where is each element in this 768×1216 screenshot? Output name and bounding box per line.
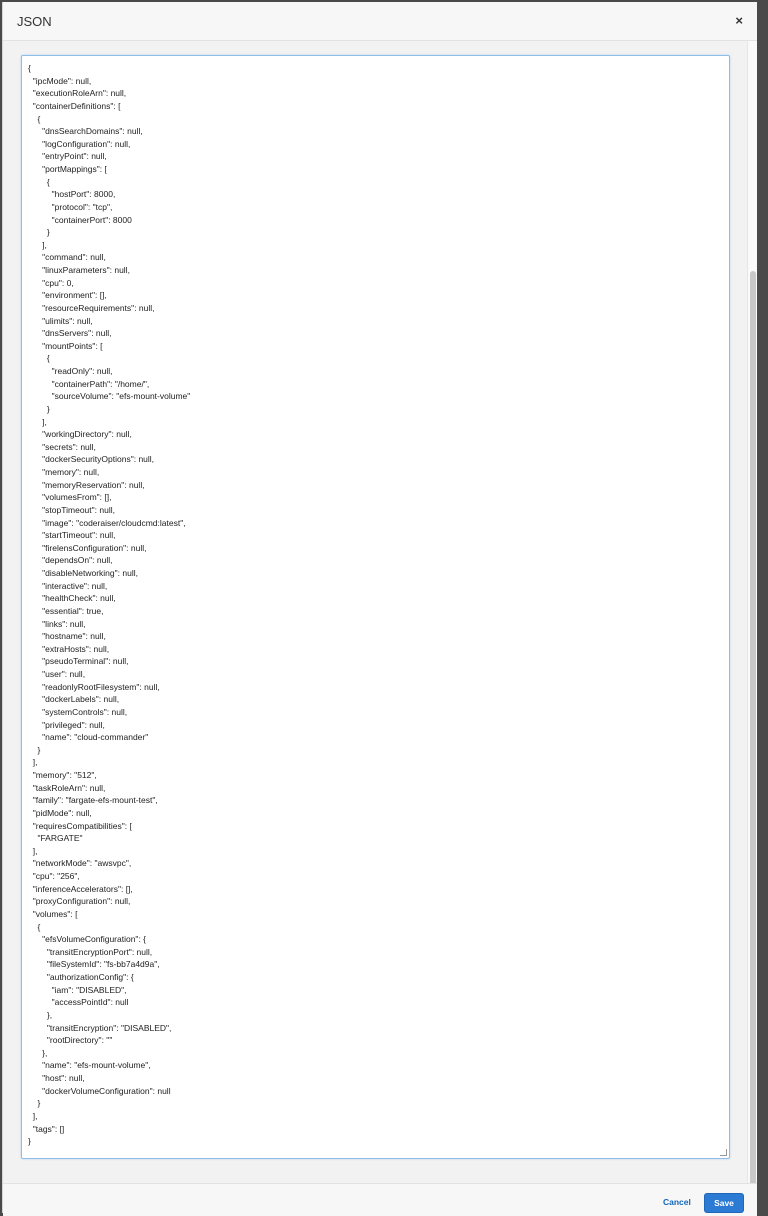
close-icon[interactable]: × [735,13,743,28]
modal-footer [3,1183,757,1216]
json-textarea[interactable] [21,55,730,1159]
resize-handle-icon[interactable] [720,1149,727,1156]
json-modal [2,2,757,1213]
cancel-button[interactable]: Cancel [663,1197,691,1207]
modal-title: JSON [17,14,52,29]
modal-header [3,2,757,41]
modal-scrollbar[interactable] [747,41,757,1183]
scrollbar-thumb[interactable] [750,271,756,1206]
json-content[interactable]: { "ipcMode": null, "executionRoleArn": null, "containerDefinitions": [ { "dnsSearchDomains": null, "logConfiguration": null, "entryPoint": null, "portMappings": [ { "hostPort": 8000, "protocol": "tcp", "containerPort": 8000 } ], "command": null, "linuxParameters": null, "cpu": 0, "environment": [], "resourceRequirements": null, "ulimits": null, "dnsServers": null, "mountPoints": [ { "readOnly": null, "containerPath": "/home/", "sourceVolume": "efs-mount-volume" } ], "workingDirectory": null, "secrets": null, "dockerSecurityOptions": null, "memory": null, "memoryReservation": null, "volumesFrom": [], "stopTimeout": null, "image": "coderaiser/cloudcmd:latest", "startTimeout": null, "firelensConfiguration": null, "dependsOn": null, "disableNetworking": null, "interactive": null, "healthCheck": null, "essential": true, "links": null, "hostname": null, "extraHosts": null, "pseudoTerminal": null, "user": null, "readonlyRootFilesystem": null, "dockerLabels": null, "systemControls": null, "privileged": null, "name": "cloud-commander" } ], "memory": "512", "taskRoleArn": null, "family": "fargate-efs-mount-test", "pidMode": null, "requiresCompatibilities": [ "FARGATE" ], "networkMode": "awsvpc", "cpu": "256", "inferenceAccelerators": [], "proxyConfiguration": null, "volumes": [ { "efsVolumeConfiguration": { "transitEncryptionPort": null, "fileSystemId": "fs-bb7a4d9a", "authorizationConfig": { "iam": "DISABLED", "accessPointId": null }, "transitEncryption": "DISABLED", "rootDirectory": "" }, "name": "efs-mount-volume", "host": null, "dockerVolumeConfiguration": null } ], "tags": [] } [28,63,191,1147]
save-button[interactable]: Save [704,1193,744,1213]
